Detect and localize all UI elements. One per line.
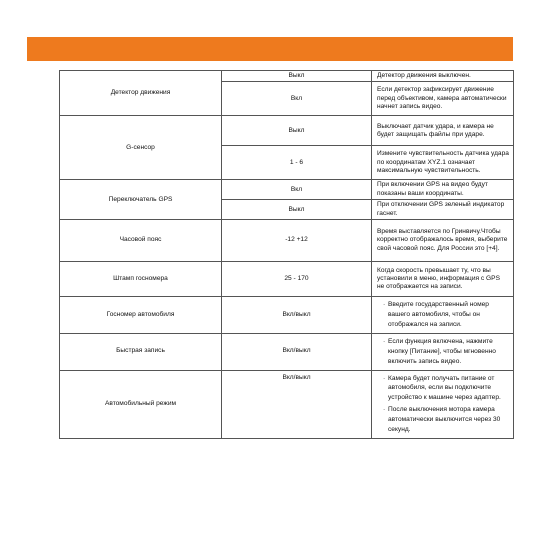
setting-value: Вкл/выкл xyxy=(222,333,372,370)
setting-name-speedstamp: Штамп госномера xyxy=(60,262,222,297)
setting-value: 25 - 170 xyxy=(222,262,372,297)
description-bullet: · После выключения мотора камера автоматически выключится через 30 секунд. xyxy=(383,405,509,435)
table-row xyxy=(60,220,514,262)
setting-description: При включении GPS на видео будут показаны ваши координаты. xyxy=(372,180,514,200)
table-row xyxy=(60,180,514,200)
setting-description xyxy=(372,333,514,370)
header-banner xyxy=(27,37,513,61)
setting-value: -12 +12 xyxy=(222,220,372,262)
description-bullet: · Введите государственный номер вашего автомобиля, чтобы он отображался на записи. xyxy=(383,300,509,330)
setting-name-quick: Быстрая запись xyxy=(60,333,222,370)
table-row xyxy=(60,262,514,297)
setting-value: Вкл/выкл xyxy=(222,370,372,438)
setting-value: Вкл/выкл xyxy=(222,297,372,334)
setting-name-gps: Переключатель GPS xyxy=(60,180,222,220)
description-bullet: · Если функция включена, нажмите кнопку [Питание], чтобы мгновенно включить запись видео. xyxy=(383,337,509,367)
setting-name-plate: Госномер автомобиля xyxy=(60,297,222,334)
setting-description xyxy=(372,297,514,334)
table-row xyxy=(60,333,514,370)
setting-value: Выкл xyxy=(222,200,372,220)
setting-description: При отключении GPS зеленый индикатор гаснет. xyxy=(372,200,514,220)
table-row xyxy=(60,71,514,82)
setting-value: Выкл xyxy=(222,116,372,146)
setting-name-timezone: Часовой пояс xyxy=(60,220,222,262)
setting-name-gsensor: G-сенсор xyxy=(60,116,222,180)
description-bullet: · Камера будет получать питание от автомобиля, если вы подключите устройство к машине через адаптер. xyxy=(383,374,509,404)
setting-value: Выкл xyxy=(222,71,372,82)
setting-description: Выключает датчик удара, и камера не будет защищать файлы при ударе. xyxy=(372,116,514,146)
setting-name-car: Автомобильный режим xyxy=(60,370,222,438)
setting-value: Вкл xyxy=(222,82,372,116)
setting-name-motion: Детектор движения xyxy=(60,71,222,116)
table-row xyxy=(60,370,514,438)
setting-description: Детектор движения выключен. xyxy=(372,71,514,82)
setting-description: Когда скорость превышает ту, что вы установили в меню, информация с GPS не отображается на записи. xyxy=(372,262,514,297)
setting-description: Время выставляется по Гринвичу.Чтобы корректно отображалось время, выберите свой часовой пояс. Для России это [+4]. xyxy=(372,220,514,262)
table-row xyxy=(60,297,514,334)
setting-value: 1 - 6 xyxy=(222,146,372,180)
setting-description: Если детектор зафиксирует движение перед объективом, камера автоматически начнет запись видео. xyxy=(372,82,514,116)
table-row xyxy=(60,116,514,146)
setting-description: Измените чувствительность датчика удара по координатам XYZ.1 означает максимальную чувствительность. xyxy=(372,146,514,180)
setting-description xyxy=(372,370,514,438)
setting-value: Вкл xyxy=(222,180,372,200)
settings-table xyxy=(59,70,514,439)
